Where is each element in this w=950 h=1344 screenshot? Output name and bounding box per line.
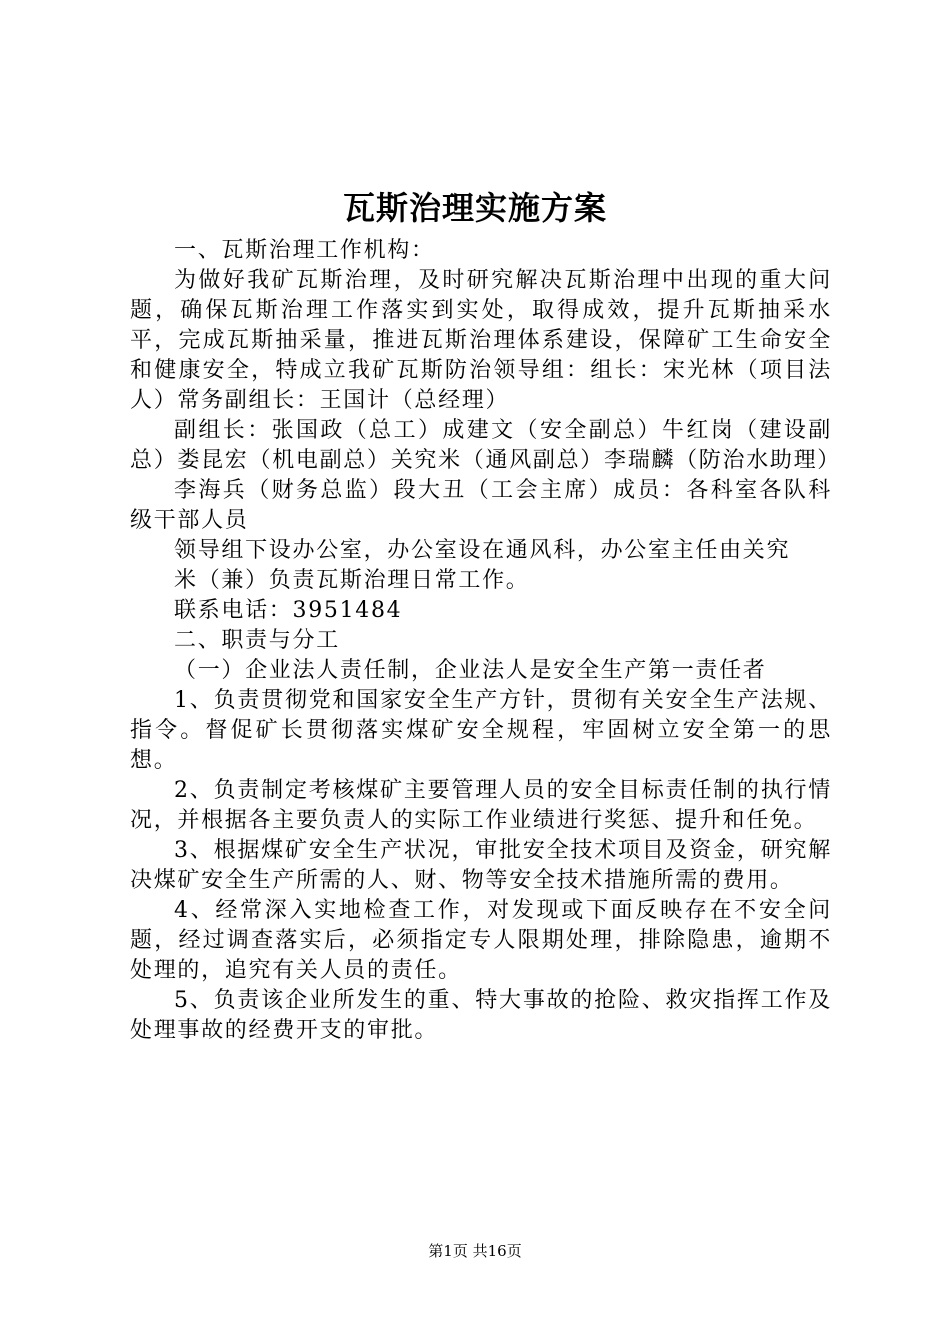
list-item: 5、负责该企业所发生的重、特大事故的抢险、救灾指挥工作及处理事故的经费开支的审批。 bbox=[130, 988, 832, 1043]
paragraph: 米（兼）负责瓦斯治理日常工作。 bbox=[174, 568, 530, 593]
page-number-footer: 第1页 共16页 bbox=[428, 1242, 522, 1260]
list-item: 3、根据煤矿安全生产状况，审批安全技术项目及资金，研究解决煤矿安全生产所需的人、财、物等安全技术措施所需的费用。 bbox=[130, 838, 832, 893]
section-heading: 一、瓦斯治理工作机构： bbox=[174, 238, 435, 263]
list-item: 1、负责贯彻党和国家安全生产方针，贯彻有关安全生产法规、指令。督促矿长贯彻落实煤矿安全规程，牢固树立安全第一的思想。 bbox=[130, 688, 832, 773]
subsection-heading: （一）企业法人责任制，企业法人是安全生产第一责任者 bbox=[174, 658, 767, 683]
paragraph: 副组长：张国政（总工）成建文（安全副总）牛红岗（建设副总）娄昆宏（机电副总）关究米（通风副总）李瑞麟（防治水助理） bbox=[130, 418, 842, 473]
list-item: 4、经常深入实地检查工作，对发现或下面反映存在不安全问题，经过调查落实后，必须指定专人限期处理，排除隐患，逾期不处理的，追究有关人员的责任。 bbox=[130, 898, 832, 983]
section-heading: 二、职责与分工 bbox=[174, 628, 340, 653]
document-title: 瓦斯治理实施方案 bbox=[342, 189, 607, 227]
list-item: 2、负责制定考核煤矿主要管理人员的安全目标责任制的执行情况，并根据各主要负责人的实际工作业绩进行奖惩、提升和任免。 bbox=[130, 778, 832, 833]
document-body bbox=[130, 236, 842, 1046]
paragraph: 李海兵（财务总监）段大丑（工会主席）成员：各科室各队科级干部人员 bbox=[130, 478, 832, 533]
paragraph: 为做好我矿瓦斯治理，及时研究解决瓦斯治理中出现的重大问题，确保瓦斯治理工作落实到实处，取得成效，提升瓦斯抽采水平，完成瓦斯抽采量，推进瓦斯治理体系建设，保障矿工生命安全和健康安全，特成立我矿瓦斯防治领导组：组长：宋光林（项目法人）常务副组长：王国计（总经理） bbox=[130, 268, 832, 413]
paragraph: 领导组下设办公室，办公室设在通风科，办公室主任由关究 bbox=[174, 538, 791, 563]
contact-phone: 联系电话：3951484 bbox=[174, 598, 403, 623]
